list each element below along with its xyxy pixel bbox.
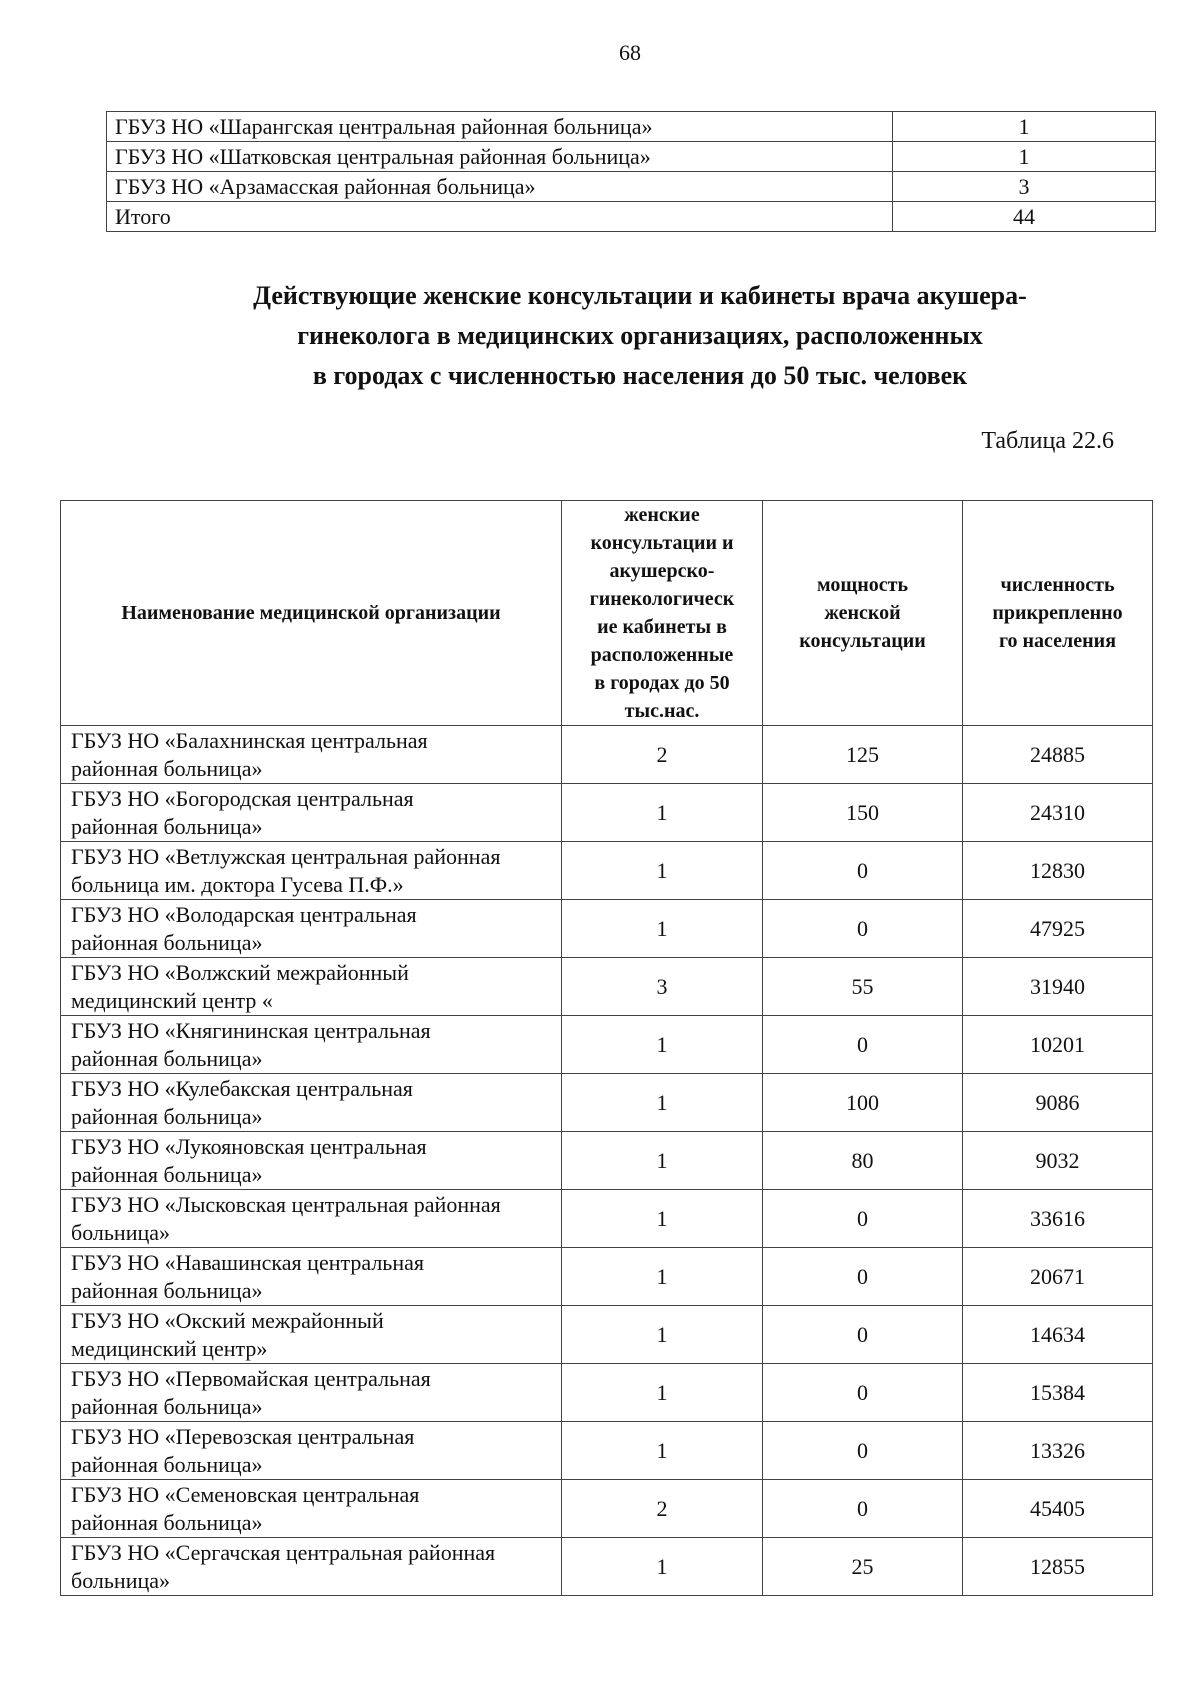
count-value: 1 (562, 1074, 763, 1132)
table-row (61, 1422, 1153, 1480)
org-name (61, 1132, 562, 1190)
table-row (61, 1248, 1153, 1306)
power-value: 100 (763, 1074, 963, 1132)
population-value: 13326 (963, 1422, 1153, 1480)
header-row (61, 501, 1153, 726)
population-value: 15384 (963, 1364, 1153, 1422)
org-name-line: районная больница» (71, 1451, 263, 1477)
org-name (61, 726, 562, 784)
section-title (160, 276, 1120, 396)
population-value: 45405 (963, 1480, 1153, 1538)
population-value: 9032 (963, 1132, 1153, 1190)
count-value: 1 (562, 1190, 763, 1248)
header-line: мощность (816, 574, 909, 596)
org-name-line: больница» (71, 1567, 170, 1593)
power-value: 0 (763, 1364, 963, 1422)
population-value: 20671 (963, 1248, 1153, 1306)
population-value: 12830 (963, 842, 1153, 900)
org-name-line: ГБУЗ НО «Богородская центральная (71, 785, 414, 811)
page-number: 68 (619, 40, 641, 65)
header-power (763, 501, 963, 726)
table-row (61, 958, 1153, 1016)
org-name-line: ГБУЗ НО «Кулебакская центральная (71, 1075, 413, 1101)
power-value: 80 (763, 1132, 963, 1190)
population-value: 14634 (963, 1306, 1153, 1364)
population-value: 33616 (963, 1190, 1153, 1248)
power-value: 0 (763, 1422, 963, 1480)
main-table (60, 500, 1153, 1596)
table-row (61, 1538, 1153, 1596)
header-count (562, 501, 763, 726)
org-name-line: районная больница» (71, 1509, 263, 1535)
table-row (61, 1306, 1153, 1364)
table-row (61, 1132, 1153, 1190)
table-row (61, 1480, 1153, 1538)
count-value: 3 (893, 172, 1156, 202)
count-value: 1 (562, 1422, 763, 1480)
population-value: 10201 (963, 1016, 1153, 1074)
table-row (61, 726, 1153, 784)
population-value: 31940 (963, 958, 1153, 1016)
org-name-line: ГБУЗ НО «Навашинская центральная (71, 1249, 424, 1275)
count-value: 1 (562, 1248, 763, 1306)
header-line: прикрепленно (992, 602, 1123, 624)
header-line: расположенные (590, 644, 734, 666)
org-name: Итого (107, 202, 893, 232)
power-value: 0 (763, 1306, 963, 1364)
org-name-line: ГБУЗ НО «Володарская центральная (71, 901, 417, 927)
count-value: 1 (562, 1016, 763, 1074)
count-value: 2 (562, 726, 763, 784)
header-line: консультации (799, 630, 926, 652)
org-name-line: районная больница» (71, 1045, 263, 1071)
org-name (61, 900, 562, 958)
org-name (61, 1538, 562, 1596)
table-row (107, 142, 1156, 172)
count-value: 44 (893, 202, 1156, 232)
population-value: 9086 (963, 1074, 1153, 1132)
table-row (61, 1190, 1153, 1248)
population-value: 24310 (963, 784, 1153, 842)
org-name-line: ГБУЗ НО «Ветлужская центральная районная (71, 843, 501, 869)
count-value: 1 (562, 1364, 763, 1422)
org-name-line: районная больница» (71, 1103, 263, 1129)
org-name (61, 1364, 562, 1422)
header-name: Наименование медицинской организации (61, 501, 562, 726)
title-line: Действующие женские консультации и кабинеты врача акушера- (253, 281, 1027, 310)
title-line: гинеколога в медицинских организациях, расположенных (297, 321, 983, 350)
org-name-line: ГБУЗ НО «Семеновская центральная (71, 1481, 420, 1507)
org-name-line: ГБУЗ НО «Первомайская центральная (71, 1365, 431, 1391)
header-line: женские (624, 504, 700, 526)
power-value: 150 (763, 784, 963, 842)
org-name-line: ГБУЗ НО «Княгининская центральная (71, 1017, 431, 1043)
count-value: 1 (562, 784, 763, 842)
power-value: 0 (763, 842, 963, 900)
org-name-line: ГБУЗ НО «Лысковская центральная районная (71, 1191, 501, 1217)
count-value: 1 (562, 1538, 763, 1596)
org-name-line: районная больница» (71, 813, 263, 839)
table-label: Таблица 22.6 (981, 428, 1114, 454)
org-name (61, 784, 562, 842)
table-row (107, 202, 1156, 232)
count-value: 1 (562, 900, 763, 958)
power-value: 0 (763, 1248, 963, 1306)
count-value: 2 (562, 1480, 763, 1538)
population-value: 47925 (963, 900, 1153, 958)
org-name: ГБУЗ НО «Арзамасская районная больница» (107, 172, 893, 202)
header-line: тыс.нас. (624, 700, 700, 722)
org-name (61, 1190, 562, 1248)
header-line: консультации и (590, 532, 734, 554)
org-name-line: районная больница» (71, 1161, 263, 1187)
header-line: гинекологическ (589, 588, 735, 610)
table-row (61, 1074, 1153, 1132)
power-value: 25 (763, 1538, 963, 1596)
org-name-line: ГБУЗ НО «Сергачская центральная районная (71, 1539, 496, 1565)
org-name-line: медицинский центр « (71, 987, 273, 1013)
org-name-line: медицинский центр» (71, 1335, 268, 1361)
org-name-line: районная больница» (71, 755, 263, 781)
header-line: го населения (998, 630, 1117, 652)
header-line: акушерско- (609, 560, 715, 582)
table-row (61, 1364, 1153, 1422)
table-row (61, 842, 1153, 900)
power-value: 0 (763, 1190, 963, 1248)
power-value: 0 (763, 1480, 963, 1538)
org-name (61, 1074, 562, 1132)
org-name-line: больница» (71, 1219, 170, 1245)
count-value: 1 (562, 842, 763, 900)
header-line: численность (1000, 574, 1115, 596)
org-name (61, 1248, 562, 1306)
org-name-line: ГБУЗ НО «Перевозская центральная (71, 1423, 415, 1449)
org-name (61, 1306, 562, 1364)
power-value: 0 (763, 900, 963, 958)
org-name (61, 1422, 562, 1480)
org-name-line: ГБУЗ НО «Окский межрайонный (71, 1307, 384, 1333)
header-population (963, 501, 1153, 726)
top-summary-table (106, 111, 1156, 232)
org-name (61, 842, 562, 900)
table-row (61, 1016, 1153, 1074)
org-name: ГБУЗ НО «Шарангская центральная районная больница» (107, 112, 893, 142)
org-name-line: районная больница» (71, 1277, 263, 1303)
population-value: 12855 (963, 1538, 1153, 1596)
org-name-line: районная больница» (71, 1393, 263, 1419)
power-value: 0 (763, 1016, 963, 1074)
power-value: 125 (763, 726, 963, 784)
org-name (61, 1480, 562, 1538)
org-name: ГБУЗ НО «Шатковская центральная районная больница» (107, 142, 893, 172)
org-name-line: ГБУЗ НО «Балахнинская центральная (71, 727, 428, 753)
table-row (61, 784, 1153, 842)
org-name-line: ГБУЗ НО «Лукояновская центральная (71, 1133, 427, 1159)
count-value: 1 (893, 112, 1156, 142)
population-value: 24885 (963, 726, 1153, 784)
table-row (107, 172, 1156, 202)
org-name-line: районная больница» (71, 929, 263, 955)
org-name-line: ГБУЗ НО «Волжский межрайонный (71, 959, 409, 985)
title-line: в городах с численностью населения до 50 тыс. человек (312, 361, 968, 390)
count-value: 1 (562, 1306, 763, 1364)
org-name-line: больница им. доктора Гусева П.Ф.» (71, 871, 404, 897)
power-value: 55 (763, 958, 963, 1016)
header-line: в городах до 50 (594, 672, 730, 694)
count-value: 1 (562, 1132, 763, 1190)
table-row (61, 900, 1153, 958)
table-row (107, 112, 1156, 142)
header-line: женской (824, 602, 901, 624)
count-value: 1 (893, 142, 1156, 172)
count-value: 3 (562, 958, 763, 1016)
org-name (61, 958, 562, 1016)
org-name (61, 1016, 562, 1074)
header-line: ие кабинеты в (597, 616, 727, 638)
